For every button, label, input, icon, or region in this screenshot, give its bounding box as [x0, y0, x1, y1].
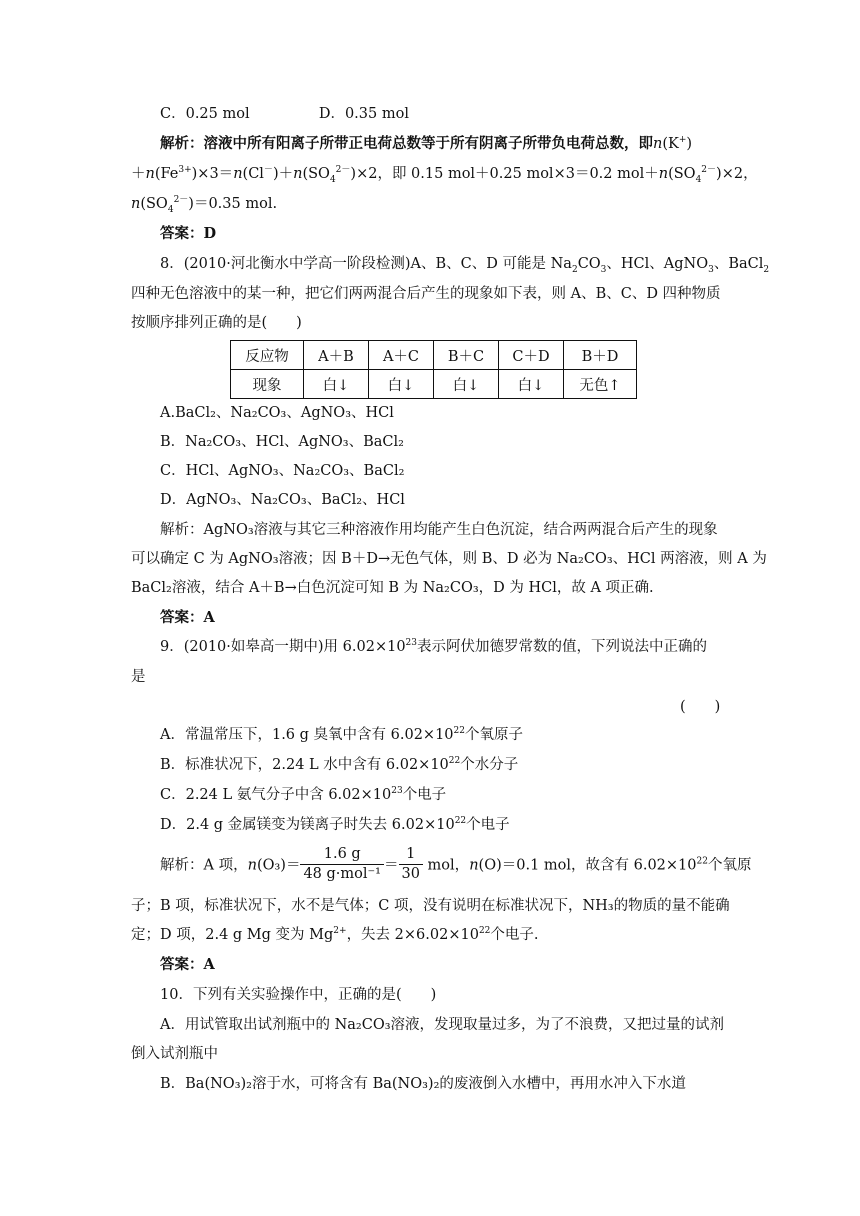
q8-option-c: C．HCl、AgNO₃、Na₂CO₃、BaCl₂	[160, 463, 405, 479]
q9-answer: 答案：A	[160, 956, 215, 973]
q9-analysis-line2: 子；B 项，标准状况下，水不是气体；C 项，没有说明在标准状况下，NH₃的物质的量不能确	[131, 898, 730, 914]
q10-option-b: B．Ba(NO₃)₂溶于水，可将含有 Ba(NO₃)₂的废液倒入水槽中，再用水冲入下水道	[160, 1076, 686, 1092]
reaction-table	[230, 340, 637, 399]
q7-option-d: D．0.35 mol	[318, 106, 409, 122]
q10-option-a-line1: A．用试管取出试剂瓶中的 Na₂CO₃溶液，发现取量过多，为了不浪费，又把过量的试剂	[160, 1017, 725, 1033]
q9-option-b: B．标准状况下，2.24 L 水中含有 $6.02\times 10^{22}$个水分子	[160, 756, 519, 773]
fraction-mass-over-molar: $\frac{1.6 g}{\text{48 g·mol⁻¹}}$	[300, 845, 384, 884]
table-cell: 现象	[231, 370, 304, 399]
q9-option-c: C．2.24 L 氨气分子中含 $6.02\times 10^{23}$个电子	[160, 786, 447, 803]
q8-option-b: B．Na₂CO₃、HCl、AgNO₃、BaCl₂	[160, 434, 404, 450]
q8-option-d: D．AgNO₃、Na₂CO₃、BaCl₂、HCl	[160, 492, 405, 508]
q9-stem-line2: 是	[131, 669, 146, 685]
q7-options-cd	[160, 104, 409, 124]
q7-analysis-line3: $n(SO_4^{2-})=0.35$ mol.	[131, 195, 278, 215]
table-cell: 反应物	[231, 341, 304, 370]
table-cell: B＋C	[434, 341, 499, 370]
table-header-row	[231, 341, 637, 370]
table-cell: 白↓	[304, 370, 369, 399]
q10-option-a-line2: 倒入试剂瓶中	[131, 1046, 218, 1062]
table-cell: 白↓	[499, 370, 564, 399]
table-cell: A＋C	[369, 341, 434, 370]
q9-analysis-line3: 定；D 项，2.4 g Mg 变为 $Mg^{2+}$，失去 $2\times 6.02\times 10^{22}$个电子.	[131, 926, 539, 943]
table-cell: A＋B	[304, 341, 369, 370]
q7-analysis-line2: $+n(Fe^{3+})\times 3=n(Cl^-)+n(SO_4^{2-})\times 2$，即 0.15 mol＋0.25 mol×3＝0.2 $mol+n(SO_4^{2-})\times 2$，	[131, 165, 758, 185]
answer-blank: ( )	[680, 699, 721, 715]
q8-stem-line3: 按顺序排列正确的是( )	[131, 315, 302, 331]
table-cell: B＋D	[564, 341, 637, 370]
q7-analysis-line1: 解析：溶液中所有阳离子所带正电荷总数等于所有阴离子所带负电荷总数，即n(K+)	[160, 135, 693, 152]
q8-stem-line1: 8．(2010·河北衡水中学高一阶段检测)A、B、C、D 可能是 $Na_2CO_3$、HCl、AgNO$_3$、BaCl$_2$	[160, 256, 770, 275]
q8-analysis-line2: 可以确定 C 为 AgNO₃溶液；因 B＋D→无色气体，则 B、D 必为 Na₂CO₃、HCl 两溶液，则 A 为	[131, 551, 767, 567]
q9-option-d: D．2.4 g 金属镁变为镁离子时失去 $6.02\times 10^{22}$个电子	[160, 816, 510, 833]
table-cell: 白↓	[434, 370, 499, 399]
q8-analysis-line1: 解析：AgNO₃溶液与其它三种溶液作用均能产生白色沉淀，结合两两混合后产生的现象	[160, 522, 718, 538]
q8-answer: 答案：A	[160, 609, 215, 626]
table-cell: C＋D	[499, 341, 564, 370]
q9-option-a: A．常温常压下，1.6 g 臭氧中含有 $6.02\times 10^{22}$个氧原子	[160, 726, 523, 743]
q9-analysis-line1: 解析：A 项，n(O₃)＝ $\frac{1.6 g}{\text{48 g·mol⁻¹}}$ ＝ $\frac{1}{30}$ mol，n(O)＝0.1 mol，故含有 $6.02\times 10^{22}$个氧原	[160, 846, 752, 882]
table-row	[231, 370, 637, 399]
q8-analysis-line3: BaCl₂溶液，结合 A＋B→白色沉淀可知 B 为 Na₂CO₃，D 为 HCl，故 A 项正确.	[131, 580, 654, 596]
q8-option-a: A.BaCl₂、Na₂CO₃、AgNO₃、HCl	[160, 405, 394, 421]
q8-stem-line2: 四种无色溶液中的某一种，把它们两两混合后产生的现象如下表，则 A、B、C、D 四种物质	[131, 286, 721, 302]
table-cell: 无色↑	[564, 370, 637, 399]
q9-stem-line1: 9．(2010·如皋高一期中)用 $6.02\times 10^{23}$表示阿伏加德罗常数的值，下列说法中正确的	[160, 638, 707, 655]
q10-stem: 10．下列有关实验操作中，正确的是( )	[160, 987, 437, 1003]
fraction-one-thirtieth: $\frac{1}{30}$	[399, 845, 423, 884]
q7-answer: 答案：D	[160, 225, 217, 242]
table-cell: 白↓	[369, 370, 434, 399]
q7-option-c: C．0.25 mol	[160, 106, 250, 122]
